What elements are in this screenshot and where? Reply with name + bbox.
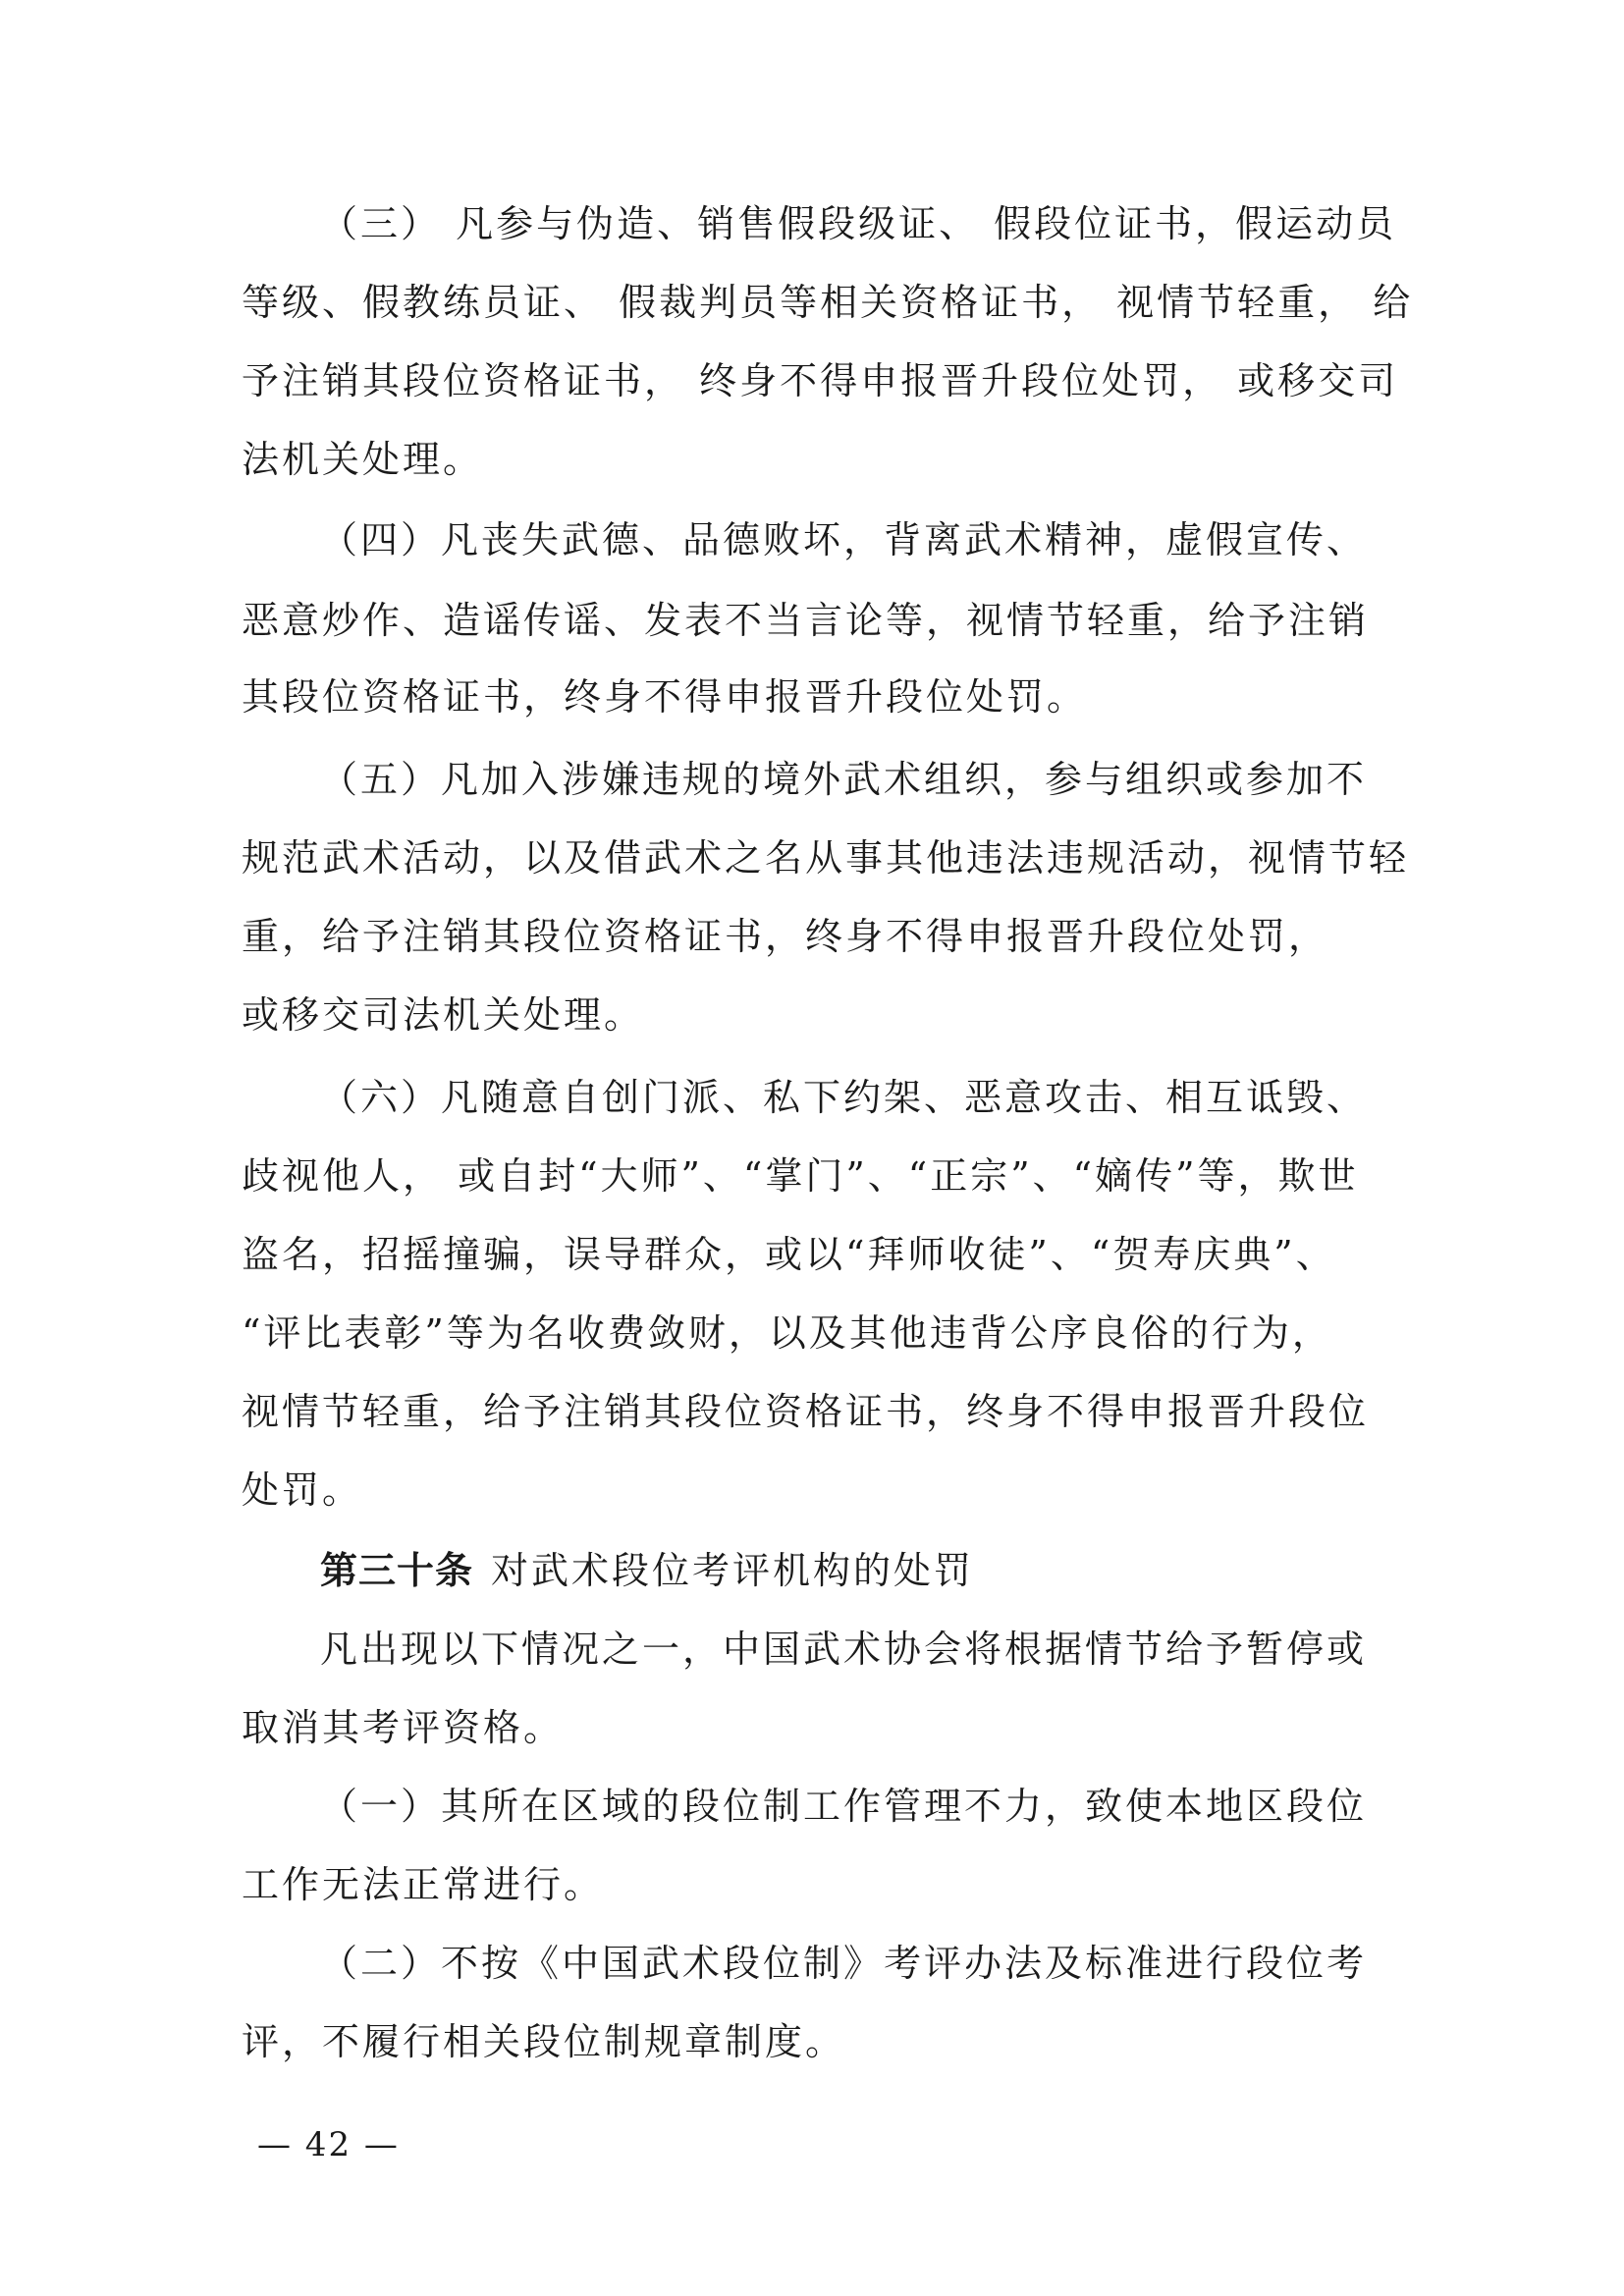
paragraph-3-line-4: 法机关处理。 <box>242 438 484 481</box>
paragraph-3-line-2: 等级、假教练员证、 假裁判员等相关资格证书， 视情节轻重， 给 <box>242 281 1414 324</box>
article-item-1-line-1: （一）其所在区域的段位制工作管理不力，致使本地区段位 <box>320 1785 1368 1828</box>
page-number: — 42 — <box>257 2125 400 2164</box>
article-intro-line-2: 取消其考评资格。 <box>242 1706 565 1749</box>
paragraph-5-line-1: （五）凡加入涉嫌违规的境外武术组织，参与组织或参加不 <box>320 758 1368 801</box>
paragraph-6-line-3: 盗名，招摇撞骗，误导群众，或以“拜师收徒”、“贺寿庆典”、 <box>242 1233 1336 1276</box>
article-intro-line-1: 凡出现以下情况之一，中国武术协会将根据情节给予暂停或 <box>320 1628 1368 1671</box>
paragraph-4-line-1: （四）凡丧失武德、品德败坏，背离武术精神，虚假宣传、 <box>320 518 1368 561</box>
paragraph-5-line-4: 或移交司法机关处理。 <box>242 993 645 1037</box>
article-item-1-line-2: 工作无法正常进行。 <box>242 1863 605 1906</box>
paragraph-3-line-1: （三） 凡参与伪造、销售假段级证、 假段位证书，假运动员 <box>320 202 1397 245</box>
paragraph-5-line-3: 重，给予注销其段位资格证书，终身不得申报晋升段位处罚， <box>242 915 1329 958</box>
paragraph-4-line-3: 其段位资格证书，终身不得申报晋升段位处罚。 <box>242 675 1088 719</box>
paragraph-6-line-1: （六）凡随意自创门派、私下约架、恶意攻击、相互诋毁、 <box>320 1076 1368 1119</box>
article-heading <box>320 1548 974 1593</box>
paragraph-3-line-3: 予注销其段位资格证书， 终身不得申报晋升段位处罚， 或移交司 <box>242 359 1399 402</box>
paragraph-6-line-4: “评比表彰”等为名收费敛财，以及其他违背公序良俗的行为， <box>242 1311 1332 1355</box>
paragraph-6-line-5: 视情节轻重，给予注销其段位资格证书，终身不得申报晋升段位 <box>242 1390 1370 1433</box>
article-item-2-line-2: 评，不履行相关段位制规章制度。 <box>242 2020 846 2063</box>
paragraph-6-line-2: 歧视他人， 或自封“大师”、“掌门”、“正宗”、“嫡传”等，欺世 <box>242 1154 1359 1198</box>
article-title: 对武术段位考评机构的处罚 <box>491 1549 975 1592</box>
article-item-2-line-1: （二）不按《中国武术段位制》考评办法及标准进行段位考 <box>320 1942 1368 1985</box>
paragraph-5-line-2: 规范武术活动，以及借武术之名从事其他违法违规活动，视情节轻 <box>242 836 1410 880</box>
article-number: 第三十条 <box>320 1549 474 1592</box>
paragraph-6-line-6: 处罚。 <box>242 1468 363 1512</box>
paragraph-4-line-2: 恶意炒作、造谣传谣、发表不当言论等，视情节轻重，给予注销 <box>242 599 1370 642</box>
